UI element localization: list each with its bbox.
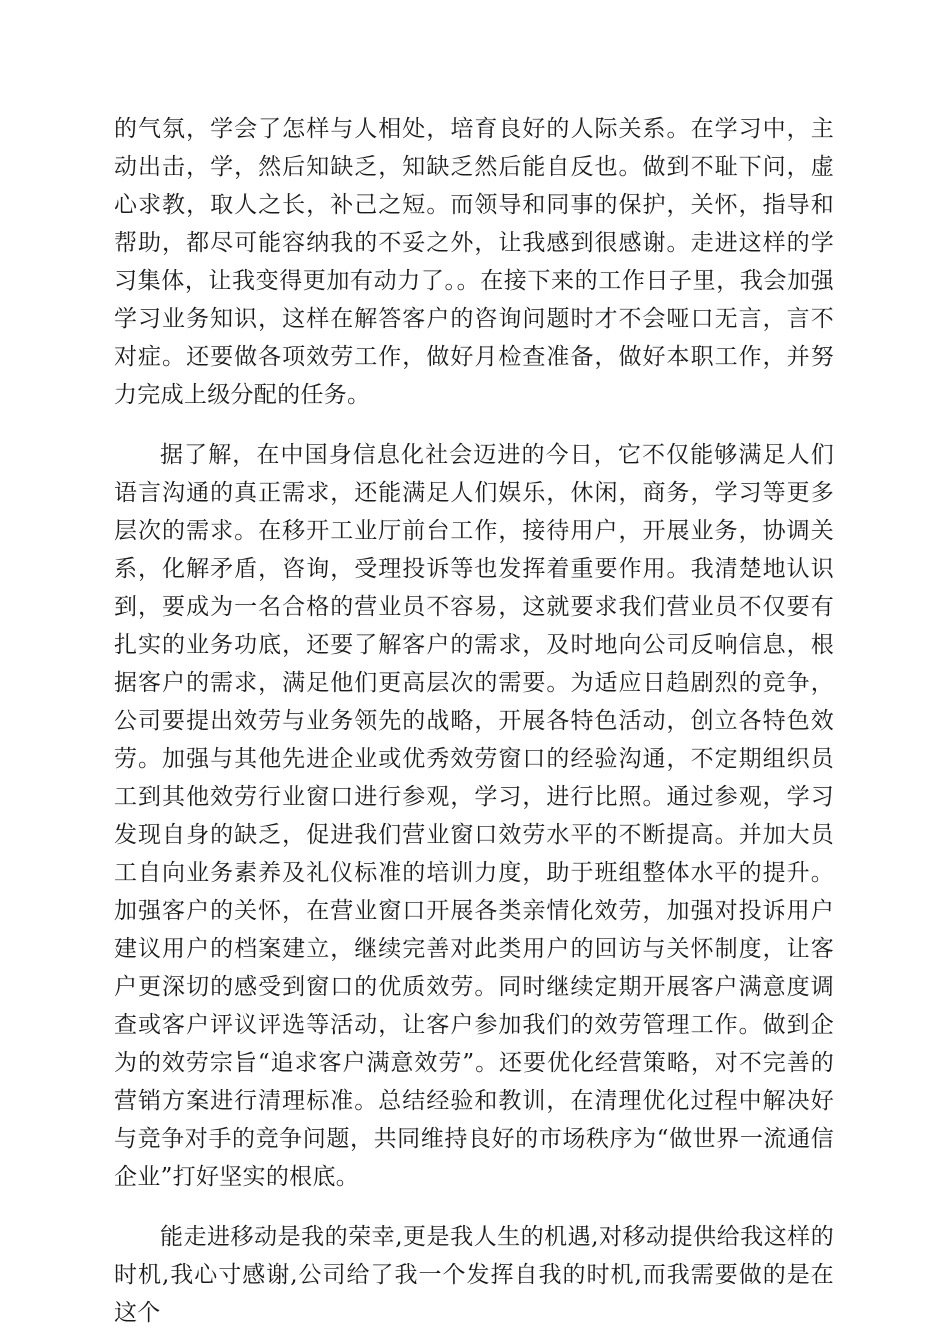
paragraph-3: 能走进移动是我的荣幸,更是我人生的机遇,对移动提供给我这样的时机,我心寸感谢,公司给了我一个发挥自我的时机,而我需要做的是在这个 xyxy=(114,1224,834,1326)
paragraph-1: 的气氛，学会了怎样与人相处，培育良好的人际关系。在学习中，主动出击，学，然后知缺乏，知缺乏然后能自反也。做到不耻下问，虚心求教，取人之长，补己之短。而领导和同事的保护，关怀，指导和帮助，都尽可能容纳我的不妥之外，让我感到很感谢。走进这样的学习集体，让我变得更加有动力了。。在接下来的工作日子里，我会加强学习业务知识，这样在解答客户的咨询问题时才不会哑口无言，言不对症。还要做各项效劳工作，做好月检查准备，做好本职工作，并努力完成上级分配的任务。 xyxy=(114,116,834,408)
paragraph-2: 据了解，在中国身信息化社会迈进的今日，它不仅能够满足人们语言沟通的真正需求，还能满足人们娱乐，休闲，商务，学习等更多层次的需求。在移开工业厅前台工作，接待用户，开展业务，协调关系，化解矛盾，咨询，受理投诉等也发挥着重要作用。我清楚地认识到，要成为一名合格的营业员不容易，这就要求我们营业员不仅要有扎实的业务功底，还要了解客户的需求，及时地向公司反响信息，根据客户的需求，满足他们更高层次的需要。为适应日趋剧烈的竞争，公司要提出效劳与业务领先的战略，开展各特色活动，创立各特色效劳。加强与其他先进企业或优秀效劳窗口的经验沟通，不定期组织员工到其他效劳行业窗口进行参观，学习，进行比照。通过参观，学习发现自身的缺乏，促进我们营业窗口效劳水平的不断提高。并加大员工自向业务素养及礼仪标准的培训力度，助于班组整体水平的提升。加强客户的关怀，在营业窗口开展各类亲情化效劳，加强对投诉用户建议用户的档案建立，继续完善对此类用户的回访与关怀制度，让客户更深切的感受到窗口的优质效劳。同时继续定期开展客户满意度调查或客户评议评选等活动，让客户参加我们的效劳管理工作。做到企为的效劳宗旨“追求客户满意效劳”。还要优化经营策略，对不完善的营销方案进行清理标准。总结经验和教训，在清理优化过程中解决好与竞争对手的竞争问题，共同维持良好的市场秩序为“做世界一流通信企业”打好坚实的根底。 xyxy=(114,442,834,1190)
document-body xyxy=(114,110,834,1332)
